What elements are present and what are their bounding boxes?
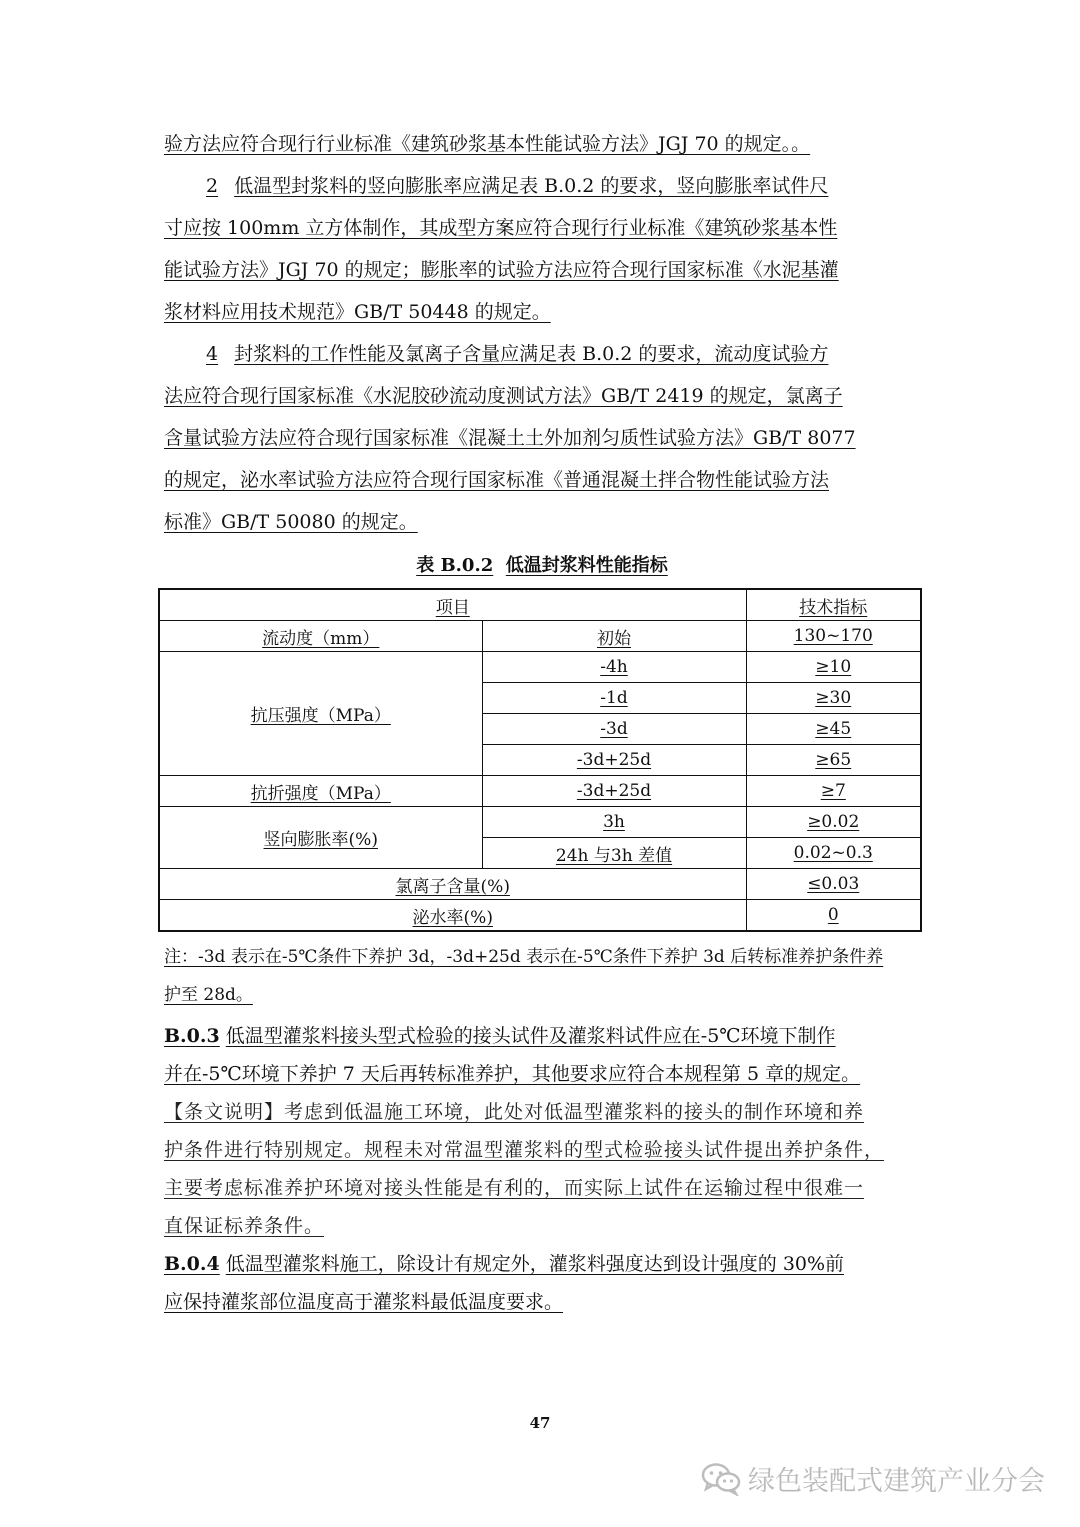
row-value: ≥30 — [746, 683, 921, 714]
row-label: 泌水率(%) — [159, 900, 746, 932]
table-row — [159, 869, 921, 900]
table-row — [159, 652, 921, 683]
row-value: ≥7 — [746, 776, 921, 807]
table-header-row — [159, 589, 921, 621]
row-value: ≥0.02 — [746, 807, 921, 838]
row-sub: -3d — [482, 714, 746, 745]
header-item: 项目 — [159, 589, 746, 621]
header-index: 技术指标 — [746, 589, 921, 621]
paragraph-line: 法应符合现行国家标准《水泥胶砂流动度测试方法》GB/T 2419 的规定，氯离子 — [164, 385, 843, 407]
paragraph-line: 2 低温型封浆料的竖向膨胀率应满足表 B.0.2 的要求，竖向膨胀率试件尺 — [206, 175, 829, 197]
page-number: 47 — [529, 1414, 551, 1432]
row-value: ≥65 — [746, 745, 921, 776]
paragraph-line: 直保证标养条件。 — [164, 1215, 325, 1237]
row-label: 抗压强度（MPa） — [159, 652, 482, 776]
item-number: 2 — [206, 175, 219, 197]
table-row — [159, 621, 921, 652]
clause-id: B.0.3 — [164, 1025, 220, 1047]
table-note: 注：-3d 表示在-5℃条件下养护 3d，-3d+25d 表示在-5℃条件下养护 3d 后转标准养护条件养 护至 28d。 — [164, 947, 884, 1005]
row-label: 氯离子含量(%) — [159, 869, 746, 900]
spec-table — [158, 588, 922, 932]
table-row — [159, 807, 921, 838]
clause-b03: B.0.3 低温型灌浆料接头型式检验的接头试件及灌浆料试件应在-5℃环境下制作 — [164, 1025, 836, 1047]
table-caption: 表 B.0.2 低温封浆料性能指标 — [416, 555, 668, 576]
paragraph-line: 寸应按 100mm 立方体制作，其成型方案应符合现行行业标准《建筑砂浆基本性 — [164, 217, 838, 239]
row-value: 0 — [746, 900, 921, 932]
paragraph-line: 4 封浆料的工作性能及氯离子含量应满足表 B.0.2 的要求，流动度试验方 — [206, 343, 829, 365]
row-value: ≥45 — [746, 714, 921, 745]
row-value: 0.02~0.3 — [746, 838, 921, 869]
paragraph-line: 浆材料应用技术规范》GB/T 50448 的规定。 — [164, 301, 551, 323]
paragraph-line: 标准》GB/T 50080 的规定。 — [164, 511, 418, 533]
paragraph-line: 护条件进行特别规定。规程未对常温型灌浆料的型式检验接头试件提出养护条件， — [164, 1139, 885, 1161]
row-label: 抗折强度（MPa） — [159, 776, 482, 807]
clause-b04: B.0.4 低温型灌浆料施工，除设计有规定外，灌浆料强度达到设计强度的 30%前 — [164, 1253, 845, 1275]
row-value: 130~170 — [746, 621, 921, 652]
paragraph-line: 验方法应符合现行行业标准《建筑砂浆基本性能试验方法》JGJ 70 的规定。。 — [164, 133, 811, 155]
row-sub: -1d — [482, 683, 746, 714]
paragraph-line: 应保持灌浆部位温度高于灌浆料最低温度要求。 — [164, 1291, 564, 1313]
row-sub: -3d+25d — [482, 745, 746, 776]
row-value: ≤0.03 — [746, 869, 921, 900]
table-row — [159, 900, 921, 932]
row-sub: 3h — [482, 807, 746, 838]
paragraph-line: 并在-5℃环境下养护 7 天后再转标准养护，其他要求应符合本规程第 5 章的规定。 — [164, 1063, 861, 1085]
paragraph-line: 主要考虑标准养护环境对接头性能是有利的，而实际上试件在运输过程中很难一 — [164, 1177, 865, 1199]
watermark — [700, 1456, 1060, 1500]
watermark-text: 绿色装配式建筑产业分会 — [748, 1465, 1045, 1497]
clause-id: B.0.4 — [164, 1253, 220, 1275]
item-number: 4 — [206, 343, 219, 365]
row-label: 竖向膨胀率(%) — [159, 807, 482, 869]
row-sub: -3d+25d — [482, 776, 746, 807]
paragraph-line: 含量试验方法应符合现行国家标准《混凝土土外加剂匀质性试验方法》GB/T 8077 — [164, 427, 856, 449]
clause-explanation: 【条文说明】考虑到低温施工环境，此处对低温型灌浆料的接头的制作环境和养 — [164, 1101, 865, 1123]
row-sub: -4h — [482, 652, 746, 683]
wechat-icon — [700, 1460, 742, 1496]
row-sub: 24h 与3h 差值 — [482, 838, 746, 869]
row-sub: 初始 — [482, 621, 746, 652]
row-label: 流动度（mm） — [159, 621, 482, 652]
row-value: ≥10 — [746, 652, 921, 683]
document-page — [164, 130, 920, 1326]
paragraph-line: 的规定，泌水率试验方法应符合现行国家标准《普通混凝土拌合物性能试验方法 — [164, 469, 830, 491]
paragraph-line: 能试验方法》JGJ 70 的规定；膨胀率的试验方法应符合现行国家标准《水泥基灌 — [164, 259, 839, 281]
table-row — [159, 776, 921, 807]
